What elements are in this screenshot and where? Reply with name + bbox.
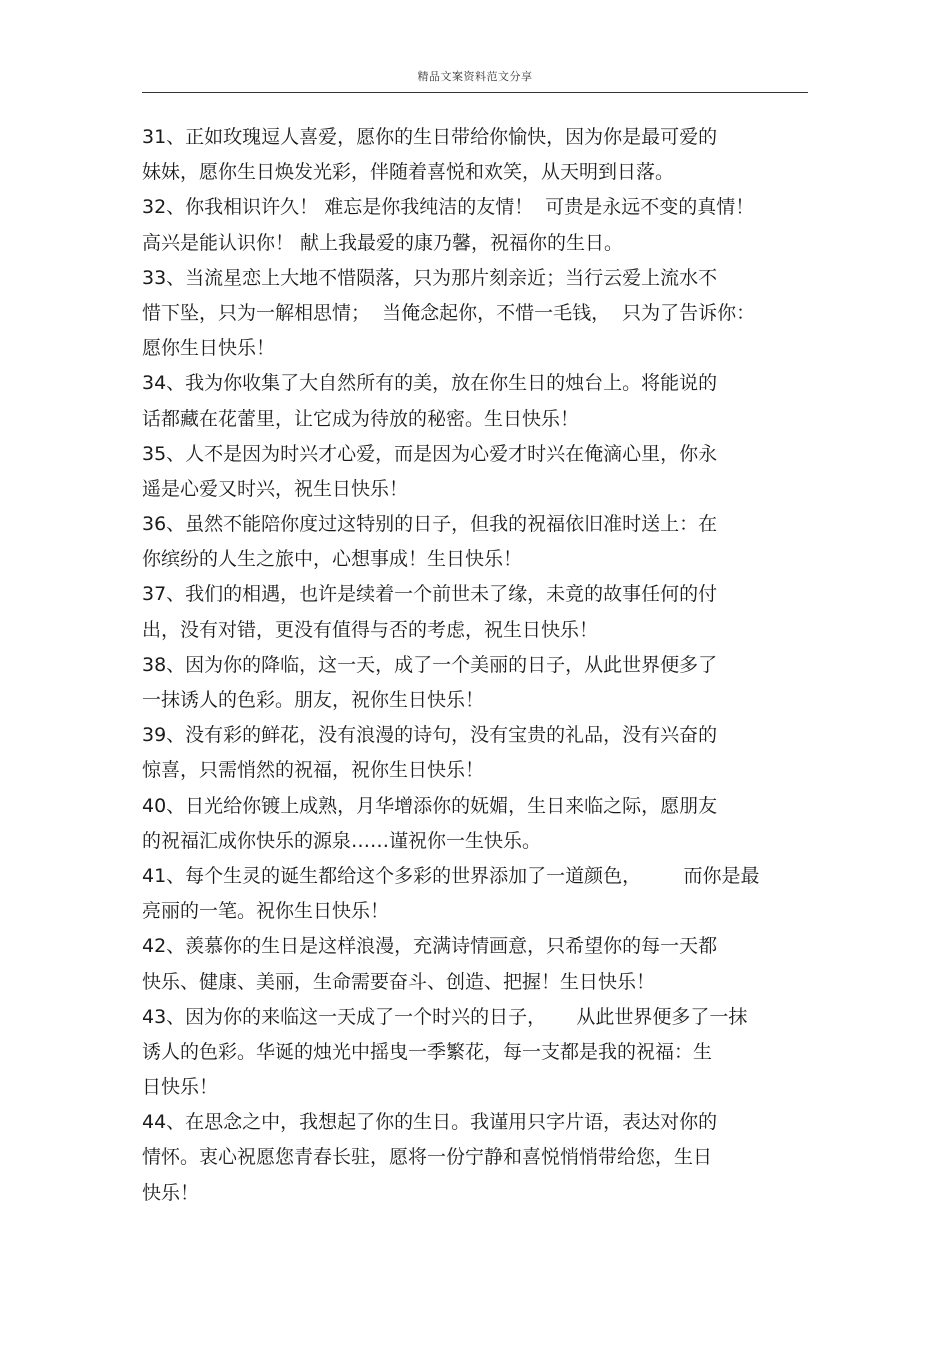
text-line: 36、虽然不能陪你度过这特别的日子，但我的祝福依旧准时送上：在 <box>142 513 718 536</box>
text-line: 高兴是能认识你！ 献上我最爱的康乃馨，祝福你的生日。 <box>142 231 624 254</box>
text-line: 话都藏在花蕾里，让它成为待放的秘密。生日快乐！ <box>142 407 580 430</box>
page-header <box>142 64 808 93</box>
text-line: 31、正如玫瑰逗人喜爱，愿你的生日带给你愉快，因为你是最可爱的 <box>142 126 718 148</box>
text-line: 40、日光给你镀上成熟，月华增添你的妩媚，生日来临之际，愿朋友 <box>142 794 718 817</box>
text-line: 亮丽的一笔。祝你生日快乐！ <box>142 900 390 923</box>
text-line: 遥是心爱又时兴，祝生日快乐！ <box>142 477 409 500</box>
text-line: 44、在思念之中，我想起了你的生日。我谨用只字片语，表达对你的 <box>142 1111 718 1134</box>
text-line: 惜下坠，只为一解相思情； 当俺念起你，不惜一毛钱， 只为了告诉你： <box>142 301 756 324</box>
text-line: 43、因为你的来临这一天成了一个时兴的日子， 从此世界便多了一抹 <box>142 1005 748 1028</box>
text-line: 情怀。衷心祝愿您青春长驻，愿将一份宁静和喜悦悄悄带给您，生日 <box>142 1146 713 1169</box>
text-line: 你缤纷的人生之旅中，心想事成！生日快乐！ <box>142 548 523 571</box>
text-line: 快乐！ <box>142 1181 200 1204</box>
text-line: 38、因为你的降临，这一天，成了一个美丽的日子，从此世界便多了 <box>142 653 718 676</box>
text-line: 的祝福汇成你快乐的源泉……谨祝你一生快乐。 <box>142 829 542 852</box>
text-line: 32、你我相识许久！ 难忘是你我纯洁的友情！ 可贵是永远不变的真情！ <box>142 196 755 219</box>
text-line: 37、我们的相遇，也许是续着一个前世未了缘，未竟的故事任何的付 <box>142 583 718 606</box>
text-line: 34、我为你收集了大自然所有的美，放在你生日的烛台上。将能说的 <box>142 372 718 395</box>
header-title: 精品文案资料范文分享 <box>417 70 533 83</box>
text-line: 日快乐！ <box>142 1076 219 1099</box>
text-line: 42、羡慕你的生日是这样浪漫，充满诗情画意，只希望你的每一天都 <box>142 935 718 958</box>
document-body <box>142 120 808 1211</box>
text-line: 35、人不是因为时兴才心爱，而是因为心爱才时兴在俺滴心里，你永 <box>142 442 718 465</box>
text-line: 39、没有彩的鲜花，没有浪漫的诗句，没有宝贵的礼品，没有兴奋的 <box>142 724 718 747</box>
text-line: 33、当流星恋上大地不惜陨落，只为那片刻亲近；当行云爱上流水不 <box>142 266 718 289</box>
text-line: 惊喜，只需悄然的祝福，祝你生日快乐！ <box>142 759 485 782</box>
text-line: 妹妹，愿你生日焕发光彩，伴随着喜悦和欢笑，从天明到日落。 <box>142 161 675 184</box>
text-line: 诱人的色彩。华诞的烛光中摇曳一季繁花，每一支都是我的祝福：生 <box>142 1040 713 1063</box>
text-line: 出，没有对错，更没有值得与否的考虑，祝生日快乐！ <box>142 618 599 641</box>
text-line: 快乐、健康、美丽，生命需要奋斗、创造、把握！生日快乐！ <box>142 970 656 993</box>
text-line: 41、每个生灵的诞生都给这个多彩的世界添加了一道颜色， 而你是最 <box>142 864 760 887</box>
text-line: 愿你生日快乐！ <box>142 337 276 360</box>
text-line: 一抹诱人的色彩。朋友，祝你生日快乐！ <box>142 689 485 711</box>
